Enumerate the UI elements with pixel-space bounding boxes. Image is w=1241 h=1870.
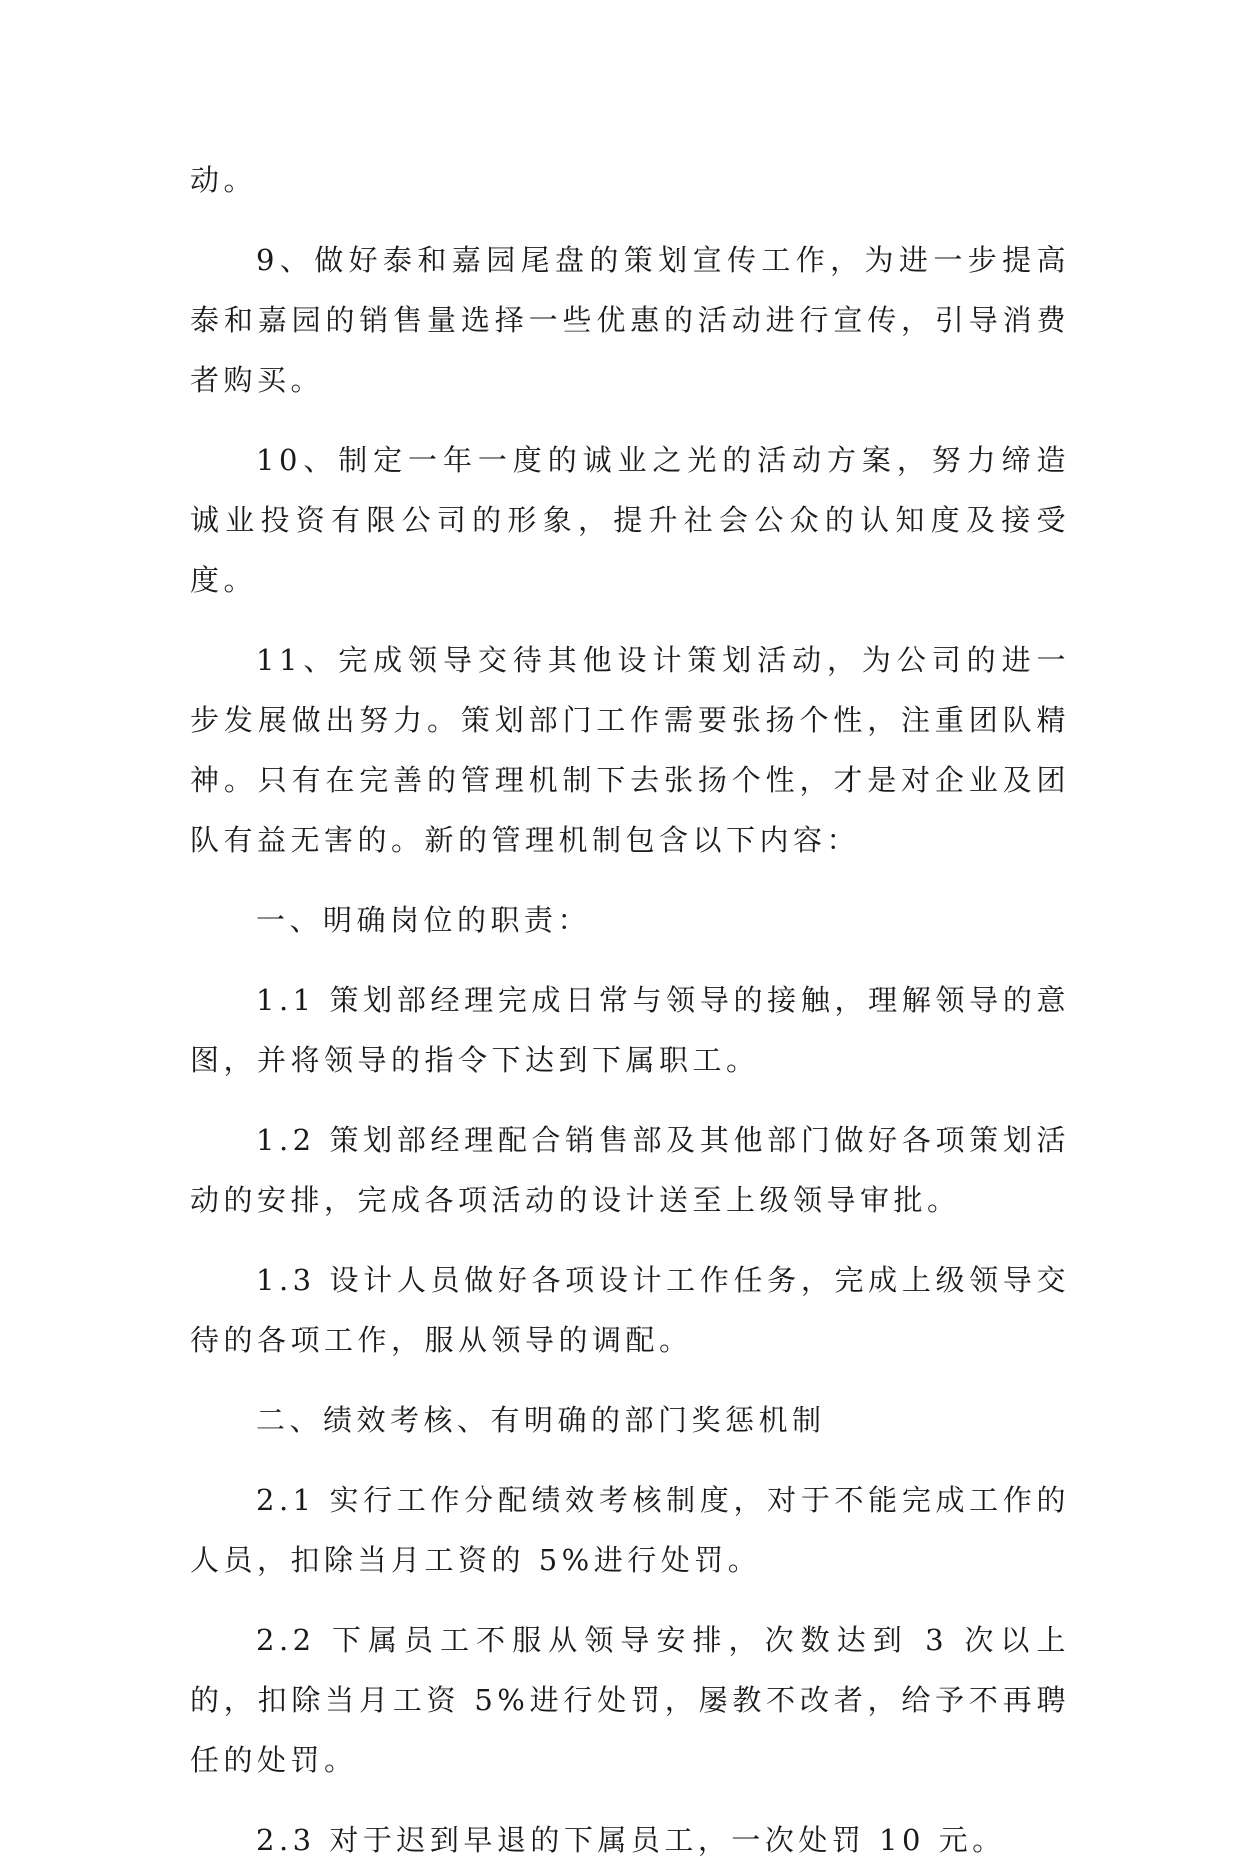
- paragraph-item-11: 11、完成领导交待其他设计策划活动，为公司的进一步发展做出努力。策划部门工作需要张扬个性，注重团队精神。只有在完善的管理机制下去张扬个性，才是对企业及团队有益无害的。新的管理机制包含以下内容：: [190, 643, 1070, 857]
- paragraph-item-10: 10、制定一年一度的诚业之光的活动方案，努力缔造诚业投资有限公司的形象，提升社会公众的认知度及接受度。: [190, 443, 1070, 597]
- paragraph-1-1: 1.1 策划部经理完成日常与领导的接触，理解领导的意图，并将领导的指令下达到下属职工。: [190, 983, 1070, 1077]
- paragraph-1-3: 1.3 设计人员做好各项设计工作任务，完成上级领导交待的各项工作，服从领导的调配。: [190, 1263, 1070, 1357]
- document-body: [190, 150, 1070, 1870]
- section-heading-2: 二、绩效考核、有明确的部门奖惩机制: [256, 1403, 826, 1437]
- section-heading-1: 一、明确岗位的职责：: [256, 903, 592, 937]
- paragraph-continued: 动。: [190, 163, 258, 197]
- paragraph-item-9: 9、做好泰和嘉园尾盘的策划宣传工作，为进一步提高泰和嘉园的销售量选择一些优惠的活动进行宣传，引导消费者购买。: [190, 243, 1070, 397]
- paragraph-2-2: 2.2 下属员工不服从领导安排，次数达到 3 次以上的，扣除当月工资 5%进行处罚，屡教不改者，给予不再聘任的处罚。: [190, 1623, 1070, 1777]
- paragraph-1-2: 1.2 策划部经理配合销售部及其他部门做好各项策划活动的安排，完成各项活动的设计送至上级领导审批。: [190, 1123, 1070, 1217]
- paragraph-2-1: 2.1 实行工作分配绩效考核制度，对于不能完成工作的人员，扣除当月工资的 5%进行处罚。: [190, 1483, 1070, 1577]
- paragraph-2-3: 2.3 对于迟到早退的下属员工，一次处罚 10 元。: [256, 1823, 1006, 1857]
